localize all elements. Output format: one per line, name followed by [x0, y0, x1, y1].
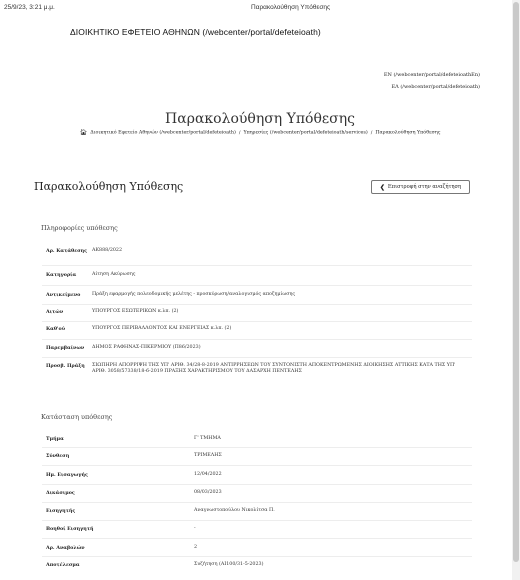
divider [42, 520, 472, 521]
divider [42, 304, 472, 305]
back-button-label: Επιστροφή στην αναζήτηση [387, 184, 462, 190]
status-label: Αρ. Αναβολών [46, 545, 85, 551]
divider [42, 556, 472, 557]
scrollbar-thumb[interactable] [513, 2, 519, 562]
divider [42, 321, 472, 322]
divider [42, 502, 472, 503]
status-value: 12/04/2022 [194, 472, 222, 477]
back-to-search-button[interactable] [371, 180, 470, 194]
status-value: - [194, 526, 196, 531]
info-label: Παρεμβαίνων [46, 345, 85, 351]
info-label: Κατηγορία [46, 272, 77, 278]
language-en-link[interactable]: EN (/webcenter/portal/defeteioathEn) [383, 72, 480, 78]
breadcrumb-separator: / [238, 130, 241, 136]
divider [42, 447, 472, 448]
breadcrumb-separator: / [370, 130, 373, 136]
info-value: ΑΚ888/2022 [92, 248, 123, 253]
divider [42, 484, 472, 485]
divider [42, 538, 472, 539]
info-value: ΔΗΜΟΣ ΡΑΦΗΝΑΣ-ΠΙΚΕΡΜΙΟΥ (Π86/2023) [92, 345, 201, 350]
info-value: ΥΠΟΥΡΓΟΣ ΠΕΡΙΒΑΛΛΟΝΤΟΣ ΚΑΙ ΕΝΕΡΓΕΙΑΣ κ.λπ. (2) [92, 326, 232, 331]
status-value: 08/03/2023 [194, 490, 222, 495]
info-value: Αίτηση Ακύρωσης [92, 272, 136, 277]
print-title: Παρακολούθηση Υπόθεσης [251, 4, 331, 11]
site-logo-link[interactable]: ΔΙΟΙΚΗΤΙΚΟ ΕΦΕΤΕΙΟ ΑΘΗΝΩΝ (/webcenter/portal/defeteioath) [70, 27, 321, 37]
status-label: Βοηθοί Εισηγητή [46, 526, 94, 532]
divider [42, 357, 472, 358]
chevron-left-icon: ❮ [379, 183, 385, 191]
info-label: Προσβ. Πράξη [46, 363, 85, 369]
home-icon[interactable]: 🏠︎ [79, 129, 88, 136]
divider [42, 265, 472, 266]
breadcrumb [0, 129, 520, 136]
info-label: Αρ. Κατάθεσης [46, 248, 88, 254]
info-label: Καθ'ού [46, 326, 66, 332]
case-status-section-title: Κατάσταση υπόθεσης [41, 413, 113, 421]
status-label: Τμήμα [46, 436, 64, 442]
status-value: Γ' ΤΜΗΜΑ [194, 436, 221, 441]
case-info-section-title: Πληροφορίες υπόθεσης [41, 224, 118, 232]
info-value: ΣΙΩΠΗΡΗ ΑΠΟΡΡΙΨΗ ΤΗΣ ΥΠ' ΑΡΙΘ. 34/28-8-2019 ΑΝΤΙΡΡΗΣΕΩΝ ΤΟΥ ΣΥΝΤΟΝΙΣΤΗ ΑΠΟΚΕΝΤΡΩΜΕΝΗΣ ΔΙΟΙΚΗΣΗΣ ΑΤΤΙΚΗΣ ΚΑΤΑ ΤΗΣ ΥΠ' ΑΡΙΘ. 3058/57338/18-6-2019 ΠΡΑΞΗΣ ΧΑΡΑΚΤΗΡΙΣΜΟΥ ΤΟΥ ΔΑΣΑΡΧΗ ΠΕΝΤΕΛΗΣ [92, 363, 456, 375]
breadcrumb-item-current: Παρακολούθηση Υπόθεσης [375, 130, 441, 136]
language-el-link[interactable]: ΕΛ (/webcenter/portal/defeteioath) [391, 84, 480, 90]
print-date: 25/9/23, 3:21 μ.μ. [4, 4, 55, 11]
breadcrumb-item-home[interactable]: Διοικητικό Εφετείο Αθηνών (/webcenter/portal/defeteioath) [90, 130, 236, 136]
info-value: ΥΠΟΥΡΓΟΣ ΕΣΩΤΕΡΙΚΩΝ κ.λπ. (2) [92, 309, 179, 314]
page-title: Παρακολούθηση Υπόθεσης [34, 180, 184, 193]
status-label: Εισηγητής [46, 508, 76, 514]
status-value: ΤΡΙΜΕΛΗΣ [194, 453, 222, 458]
divider [42, 339, 472, 340]
status-value: Συζήτηση (ΑΙ100/31-5-2023) [194, 562, 264, 567]
divider [42, 285, 472, 286]
scrollbar[interactable] [512, 0, 520, 580]
hero-title: Παρακολούθηση Υπόθεσης [165, 111, 355, 127]
status-label: Ημ. Εισαγωγής [46, 472, 88, 478]
status-label: Σύνθεση [46, 453, 70, 459]
breadcrumb-item-services[interactable]: Υπηρεσίες (/webcenter/portal/defeteioath/services) [243, 130, 368, 136]
status-label: Δικάσιμος [46, 490, 75, 496]
divider [42, 465, 472, 466]
info-value: Πράξη εφαρμογής πολεοδομικής μελέτης - προσκύρωση/αναλογισμός αποζημίωσης [92, 292, 296, 297]
info-label: Αιτών [46, 309, 64, 315]
status-value: Αναγνωστοπούλου Νικολίτσα Π. [194, 508, 275, 513]
status-label: Αποτέλεσμα [46, 562, 80, 568]
info-label: Αντικείμενο [46, 292, 81, 298]
status-value: 2 [194, 545, 198, 550]
